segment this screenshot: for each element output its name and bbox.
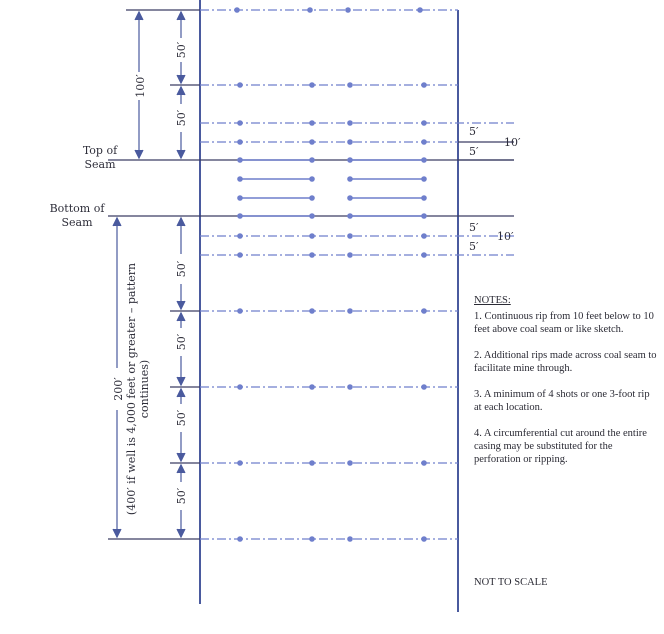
notes-panel [474,294,659,479]
note-item-2: 2. Additional rips made across coal seam to facilitate mine through. [474,350,657,374]
bottom-of-seam-label-line1: Bottom of [49,202,105,215]
dim-label-50-lower-a: 50′ [175,260,188,278]
rip-line-1 [200,82,458,88]
dim-label-50-upper-a: 50′ [175,41,188,59]
dim-label-50-lower-c: 50′ [175,409,188,427]
rip-line-13 [200,536,458,542]
rip-line-9 [200,252,514,258]
dim-label-50-lower-d: 50′ [175,487,188,505]
rip-line-8 [200,233,514,239]
rip-line-2 [200,120,514,126]
rip-line-10 [200,308,458,314]
dim-label-10-upper: 10′ [504,136,521,149]
bottom-of-seam-label-line2: Seam [61,216,93,229]
note-item-4: 4. A circumferential cut around the entire casing may be substituted for the perforation or ripping. [474,428,647,465]
rip-line-6 [237,195,427,201]
dim-label-5-lower-a: 5′ [469,221,479,234]
dim-label-100: 100′ [134,74,147,98]
dim-label-200-note-line1: (400′ if well is 4,000 feet or greater – pattern [125,262,138,516]
rip-line-0 [200,7,458,13]
rip-line-11 [200,384,458,390]
dim-label-5-upper-a: 5′ [469,125,479,138]
top-of-seam-label-line2: Seam [84,158,116,171]
note-item-3: 3. A minimum of 4 shots or one 3-foot rip at each location. [474,389,650,413]
dim-label-200: 200′ [112,377,125,401]
dim-label-5-lower-b: 5′ [469,240,479,253]
top-of-seam-label-line1: Top of [82,144,118,157]
rip-line-12 [200,460,458,466]
dim-label-5-upper-b: 5′ [469,145,479,158]
rip-line-5 [237,176,427,182]
dim-label-50-upper-b: 50′ [175,109,188,127]
dim-label-50-lower-b: 50′ [175,333,188,351]
not-to-scale-label: NOT TO SCALE [474,577,548,588]
notes-title: NOTES: [474,295,511,306]
dimension-ticks [108,10,514,539]
rip-line-3 [200,139,458,145]
note-item-1: 1. Continuous rip from 10 feet below to 10 feet above coal seam or like sketch. [474,311,654,335]
dim-label-10-lower: 10′ [497,230,514,243]
dim-label-200-note-line2: continues) [138,359,151,419]
